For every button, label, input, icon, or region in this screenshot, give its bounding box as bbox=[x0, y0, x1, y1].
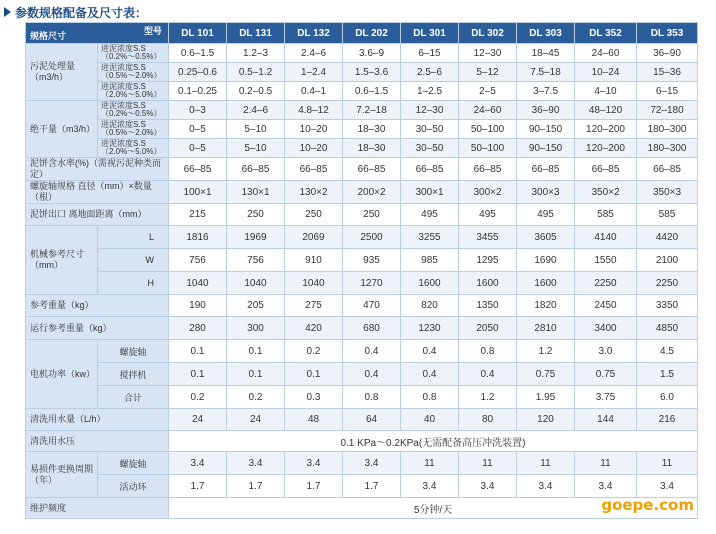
value-cell: 130×2 bbox=[285, 181, 343, 204]
value-cell: 190 bbox=[169, 295, 227, 317]
value-cell: 10–20 bbox=[285, 120, 343, 139]
value-cell: 0.2–0.5 bbox=[227, 82, 285, 101]
category-cell: 污泥处理量（m3/h） bbox=[26, 44, 98, 101]
category-cell: 泥饼出口 离地面距离（mm） bbox=[26, 204, 169, 226]
table-row bbox=[26, 475, 698, 498]
value-cell: 7.2–18 bbox=[343, 101, 401, 120]
value-cell: 0.3 bbox=[285, 386, 343, 409]
category-cell: 参考重量（kg） bbox=[26, 295, 169, 317]
value-cell: 2500 bbox=[343, 226, 401, 249]
value-cell: 935 bbox=[343, 249, 401, 272]
value-cell: 12–30 bbox=[459, 44, 517, 63]
value-cell: 1.7 bbox=[227, 475, 285, 498]
value-cell: 280 bbox=[169, 317, 227, 340]
value-cell: 0.1–0.25 bbox=[169, 82, 227, 101]
value-cell: 36–90 bbox=[637, 44, 698, 63]
subcategory-cell: 进泥浓度S.S（2.0%～5.0%） bbox=[98, 139, 169, 158]
category-cell: 清洗用水量（L/h） bbox=[26, 409, 169, 431]
value-cell: 756 bbox=[227, 249, 285, 272]
category-cell: 维护频度 bbox=[26, 498, 169, 519]
value-cell: 0.2 bbox=[285, 340, 343, 363]
value-cell: 0.6–1.5 bbox=[343, 82, 401, 101]
model-header: DL 353 bbox=[637, 23, 698, 44]
table-row bbox=[26, 498, 698, 519]
value-cell: 64 bbox=[343, 409, 401, 431]
value-cell: 30–50 bbox=[401, 120, 459, 139]
value-cell: 0.4 bbox=[343, 340, 401, 363]
subcategory-cell: 进泥浓度S.S（0.5%～2.0%） bbox=[98, 120, 169, 139]
header-row bbox=[26, 23, 698, 44]
value-cell: 3.4 bbox=[401, 475, 459, 498]
table-row bbox=[26, 120, 698, 139]
value-cell: 3.4 bbox=[285, 452, 343, 475]
value-cell: 1.5–3.6 bbox=[343, 63, 401, 82]
value-cell: 820 bbox=[401, 295, 459, 317]
value-cell: 910 bbox=[285, 249, 343, 272]
value-cell: 0.4 bbox=[401, 340, 459, 363]
value-cell: 205 bbox=[227, 295, 285, 317]
model-label: 型号 bbox=[143, 26, 162, 36]
value-cell: 0.8 bbox=[401, 386, 459, 409]
model-header: DL 303 bbox=[517, 23, 575, 44]
value-cell: 0.4 bbox=[343, 363, 401, 386]
value-cell: 66–85 bbox=[285, 158, 343, 181]
value-cell: 0–3 bbox=[169, 101, 227, 120]
value-cell: 30–50 bbox=[401, 139, 459, 158]
value-cell: 66–85 bbox=[517, 158, 575, 181]
value-cell: 2100 bbox=[637, 249, 698, 272]
value-cell: 300×2 bbox=[459, 181, 517, 204]
value-cell: 0–5 bbox=[169, 120, 227, 139]
value-cell: 3.75 bbox=[575, 386, 637, 409]
value-cell: 985 bbox=[401, 249, 459, 272]
value-cell: 144 bbox=[575, 409, 637, 431]
value-cell: 0.1 bbox=[227, 340, 285, 363]
table-row bbox=[26, 295, 698, 317]
value-cell: 3605 bbox=[517, 226, 575, 249]
value-cell: 11 bbox=[637, 452, 698, 475]
model-header: DL 132 bbox=[285, 23, 343, 44]
value-cell: 120 bbox=[517, 409, 575, 431]
watermark: goepe.com bbox=[601, 496, 694, 514]
value-cell: 0.75 bbox=[575, 363, 637, 386]
value-cell: 11 bbox=[401, 452, 459, 475]
value-cell: 3.4 bbox=[227, 452, 285, 475]
value-cell: 1350 bbox=[459, 295, 517, 317]
value-cell: 7.5–18 bbox=[517, 63, 575, 82]
value-cell: 4–10 bbox=[575, 82, 637, 101]
model-header: DL 301 bbox=[401, 23, 459, 44]
value-cell: 2.4–6 bbox=[285, 44, 343, 63]
value-cell: 420 bbox=[285, 317, 343, 340]
value-cell: 0.75 bbox=[517, 363, 575, 386]
value-cell: 3350 bbox=[637, 295, 698, 317]
value-cell: 0.1 bbox=[285, 363, 343, 386]
value-cell: 2810 bbox=[517, 317, 575, 340]
value-cell: 585 bbox=[637, 204, 698, 226]
model-header: DL 302 bbox=[459, 23, 517, 44]
table-row bbox=[26, 409, 698, 431]
value-cell: 4.8–12 bbox=[285, 101, 343, 120]
table-row bbox=[26, 226, 698, 249]
value-cell: 275 bbox=[285, 295, 343, 317]
table-row bbox=[26, 272, 698, 295]
value-cell: 1270 bbox=[343, 272, 401, 295]
value-cell: 15–36 bbox=[637, 63, 698, 82]
value-cell: 2050 bbox=[459, 317, 517, 340]
value-cell: 0.25–0.6 bbox=[169, 63, 227, 82]
table-row bbox=[26, 181, 698, 204]
value-cell: 24 bbox=[169, 409, 227, 431]
value-cell: 90–150 bbox=[517, 120, 575, 139]
value-cell: 48 bbox=[285, 409, 343, 431]
table-row bbox=[26, 158, 698, 181]
value-cell: 18–30 bbox=[343, 120, 401, 139]
value-cell: 66–85 bbox=[637, 158, 698, 181]
value-cell: 24–60 bbox=[459, 101, 517, 120]
value-cell: 0.1 bbox=[169, 340, 227, 363]
value-cell: 1–2.4 bbox=[285, 63, 343, 82]
value-cell: 5–12 bbox=[459, 63, 517, 82]
subcategory-cell: 活动环 bbox=[98, 475, 169, 498]
spec-label: 规格尺寸 bbox=[30, 31, 67, 41]
triangle-right-icon bbox=[4, 7, 11, 17]
value-cell: 3.4 bbox=[517, 475, 575, 498]
value-cell: 0.4–1 bbox=[285, 82, 343, 101]
subcategory-cell: 螺旋轴 bbox=[98, 452, 169, 475]
table-row bbox=[26, 63, 698, 82]
value-cell: 3.4 bbox=[343, 452, 401, 475]
value-cell: 66–85 bbox=[459, 158, 517, 181]
value-cell: 11 bbox=[517, 452, 575, 475]
table-row bbox=[26, 452, 698, 475]
value-cell: 1600 bbox=[459, 272, 517, 295]
value-cell: 66–85 bbox=[169, 158, 227, 181]
value-cell: 680 bbox=[343, 317, 401, 340]
subcategory-cell: 螺旋轴 bbox=[98, 340, 169, 363]
value-cell: 1690 bbox=[517, 249, 575, 272]
value-cell: 66–85 bbox=[575, 158, 637, 181]
value-cell: 0.8 bbox=[343, 386, 401, 409]
value-cell: 11 bbox=[459, 452, 517, 475]
value-cell: 3.6–9 bbox=[343, 44, 401, 63]
value-cell: 90–150 bbox=[517, 139, 575, 158]
value-cell: 72–180 bbox=[637, 101, 698, 120]
value-cell: 4420 bbox=[637, 226, 698, 249]
category-cell: 机械参考尺寸（mm） bbox=[26, 226, 98, 295]
value-cell: 120–200 bbox=[575, 139, 637, 158]
value-cell: 180–300 bbox=[637, 120, 698, 139]
value-cell: 66–85 bbox=[401, 158, 459, 181]
value-cell: 180–300 bbox=[637, 139, 698, 158]
value-cell: 3.4 bbox=[169, 452, 227, 475]
value-cell: 6.0 bbox=[637, 386, 698, 409]
value-cell: 495 bbox=[517, 204, 575, 226]
value-cell: 3455 bbox=[459, 226, 517, 249]
value-cell: 2.4–6 bbox=[227, 101, 285, 120]
value-cell: 3.4 bbox=[459, 475, 517, 498]
value-cell: 250 bbox=[227, 204, 285, 226]
model-header: DL 101 bbox=[169, 23, 227, 44]
value-cell: 0.1 bbox=[227, 363, 285, 386]
value-cell: 0–5 bbox=[169, 139, 227, 158]
value-cell: 2.5–6 bbox=[401, 63, 459, 82]
category-cell: 泥饼含水率(%)（需视污泥种类而定） bbox=[26, 158, 169, 181]
spanning-value: 0.1 KPa～0.2KPa(无需配备高压冲洗装置) bbox=[169, 431, 698, 452]
table-row bbox=[26, 386, 698, 409]
table-row bbox=[26, 204, 698, 226]
value-cell: 11 bbox=[575, 452, 637, 475]
value-cell: 5–10 bbox=[227, 120, 285, 139]
value-cell: 120–200 bbox=[575, 120, 637, 139]
value-cell: 3.0 bbox=[575, 340, 637, 363]
value-cell: 5–10 bbox=[227, 139, 285, 158]
subcategory-cell: 进泥浓度S.S（0.5%～2.0%） bbox=[98, 63, 169, 82]
value-cell: 1600 bbox=[401, 272, 459, 295]
value-cell: 1.95 bbox=[517, 386, 575, 409]
value-cell: 100×1 bbox=[169, 181, 227, 204]
value-cell: 6–15 bbox=[401, 44, 459, 63]
value-cell: 12–30 bbox=[401, 101, 459, 120]
category-cell: 电机功率（kw） bbox=[26, 340, 98, 409]
value-cell: 250 bbox=[285, 204, 343, 226]
table-row bbox=[26, 431, 698, 452]
value-cell: 1969 bbox=[227, 226, 285, 249]
value-cell: 1.5 bbox=[637, 363, 698, 386]
value-cell: 24–60 bbox=[575, 44, 637, 63]
value-cell: 495 bbox=[459, 204, 517, 226]
value-cell: 300×3 bbox=[517, 181, 575, 204]
value-cell: 4140 bbox=[575, 226, 637, 249]
category-cell: 绝干量（m3/h） bbox=[26, 101, 98, 158]
table-row bbox=[26, 82, 698, 101]
value-cell: 2–5 bbox=[459, 82, 517, 101]
value-cell: 0.2 bbox=[169, 386, 227, 409]
value-cell: 215 bbox=[169, 204, 227, 226]
value-cell: 10–24 bbox=[575, 63, 637, 82]
value-cell: 1.2 bbox=[517, 340, 575, 363]
value-cell: 130×1 bbox=[227, 181, 285, 204]
category-cell: 易损件更换周期（年） bbox=[26, 452, 98, 498]
category-cell: 运行参考重量（kg） bbox=[26, 317, 169, 340]
value-cell: 2069 bbox=[285, 226, 343, 249]
value-cell: 1040 bbox=[285, 272, 343, 295]
subcategory-cell: H bbox=[98, 272, 169, 295]
spanning-value: 5分钟/天 bbox=[169, 498, 698, 519]
table-row bbox=[26, 317, 698, 340]
header-corner bbox=[26, 23, 169, 44]
subcategory-cell: W bbox=[98, 249, 169, 272]
value-cell: 3400 bbox=[575, 317, 637, 340]
value-cell: 216 bbox=[637, 409, 698, 431]
table-row bbox=[26, 44, 698, 63]
subcategory-cell: 进泥浓度S.S（0.2%～0.5%） bbox=[98, 44, 169, 63]
table-row bbox=[26, 340, 698, 363]
value-cell: 0.1 bbox=[169, 363, 227, 386]
value-cell: 18–45 bbox=[517, 44, 575, 63]
value-cell: 300×1 bbox=[401, 181, 459, 204]
section-title bbox=[4, 3, 147, 21]
table-row bbox=[26, 101, 698, 120]
spec-table bbox=[25, 22, 698, 519]
value-cell: 3.4 bbox=[575, 475, 637, 498]
value-cell: 1230 bbox=[401, 317, 459, 340]
value-cell: 0.8 bbox=[459, 340, 517, 363]
value-cell: 3255 bbox=[401, 226, 459, 249]
value-cell: 1.7 bbox=[169, 475, 227, 498]
subcategory-cell: 合计 bbox=[98, 386, 169, 409]
table-row bbox=[26, 139, 698, 158]
value-cell: 300 bbox=[227, 317, 285, 340]
table-row bbox=[26, 363, 698, 386]
value-cell: 48–120 bbox=[575, 101, 637, 120]
category-cell: 螺旋轴规格 直径（mm）×数量（根） bbox=[26, 181, 169, 204]
value-cell: 756 bbox=[169, 249, 227, 272]
value-cell: 24 bbox=[227, 409, 285, 431]
table-row bbox=[26, 249, 698, 272]
value-cell: 0.4 bbox=[459, 363, 517, 386]
value-cell: 10–20 bbox=[285, 139, 343, 158]
value-cell: 2450 bbox=[575, 295, 637, 317]
model-header: DL 352 bbox=[575, 23, 637, 44]
value-cell: 0.5–1.2 bbox=[227, 63, 285, 82]
value-cell: 36–90 bbox=[517, 101, 575, 120]
subcategory-cell: L bbox=[98, 226, 169, 249]
subcategory-cell: 搅拌机 bbox=[98, 363, 169, 386]
value-cell: 4.5 bbox=[637, 340, 698, 363]
value-cell: 80 bbox=[459, 409, 517, 431]
value-cell: 2250 bbox=[575, 272, 637, 295]
category-cell: 清洗用水压 bbox=[26, 431, 169, 452]
subcategory-cell: 进泥浓度S.S（2.0%～5.0%） bbox=[98, 82, 169, 101]
value-cell: 40 bbox=[401, 409, 459, 431]
value-cell: 470 bbox=[343, 295, 401, 317]
model-header: DL 202 bbox=[343, 23, 401, 44]
value-cell: 350×2 bbox=[575, 181, 637, 204]
value-cell: 1.7 bbox=[343, 475, 401, 498]
value-cell: 50–100 bbox=[459, 139, 517, 158]
value-cell: 1040 bbox=[227, 272, 285, 295]
value-cell: 1295 bbox=[459, 249, 517, 272]
value-cell: 200×2 bbox=[343, 181, 401, 204]
value-cell: 1–2.5 bbox=[401, 82, 459, 101]
value-cell: 585 bbox=[575, 204, 637, 226]
value-cell: 495 bbox=[401, 204, 459, 226]
value-cell: 0.4 bbox=[401, 363, 459, 386]
value-cell: 0.6–1.5 bbox=[169, 44, 227, 63]
section-title-text: 参数规格配备及尺寸表： bbox=[15, 5, 148, 20]
value-cell: 250 bbox=[343, 204, 401, 226]
value-cell: 1550 bbox=[575, 249, 637, 272]
value-cell: 2250 bbox=[637, 272, 698, 295]
model-header: DL 131 bbox=[227, 23, 285, 44]
value-cell: 4850 bbox=[637, 317, 698, 340]
value-cell: 1.2–3 bbox=[227, 44, 285, 63]
value-cell: 350×3 bbox=[637, 181, 698, 204]
value-cell: 6–15 bbox=[637, 82, 698, 101]
value-cell: 66–85 bbox=[227, 158, 285, 181]
value-cell: 0.2 bbox=[227, 386, 285, 409]
value-cell: 1.2 bbox=[459, 386, 517, 409]
value-cell: 1040 bbox=[169, 272, 227, 295]
value-cell: 66–85 bbox=[343, 158, 401, 181]
value-cell: 1820 bbox=[517, 295, 575, 317]
value-cell: 1600 bbox=[517, 272, 575, 295]
subcategory-cell: 进泥浓度S.S（0.2%～0.5%） bbox=[98, 101, 169, 120]
value-cell: 3–7.5 bbox=[517, 82, 575, 101]
value-cell: 1.7 bbox=[285, 475, 343, 498]
value-cell: 50–100 bbox=[459, 120, 517, 139]
value-cell: 1816 bbox=[169, 226, 227, 249]
value-cell: 18–30 bbox=[343, 139, 401, 158]
value-cell: 3.4 bbox=[637, 475, 698, 498]
